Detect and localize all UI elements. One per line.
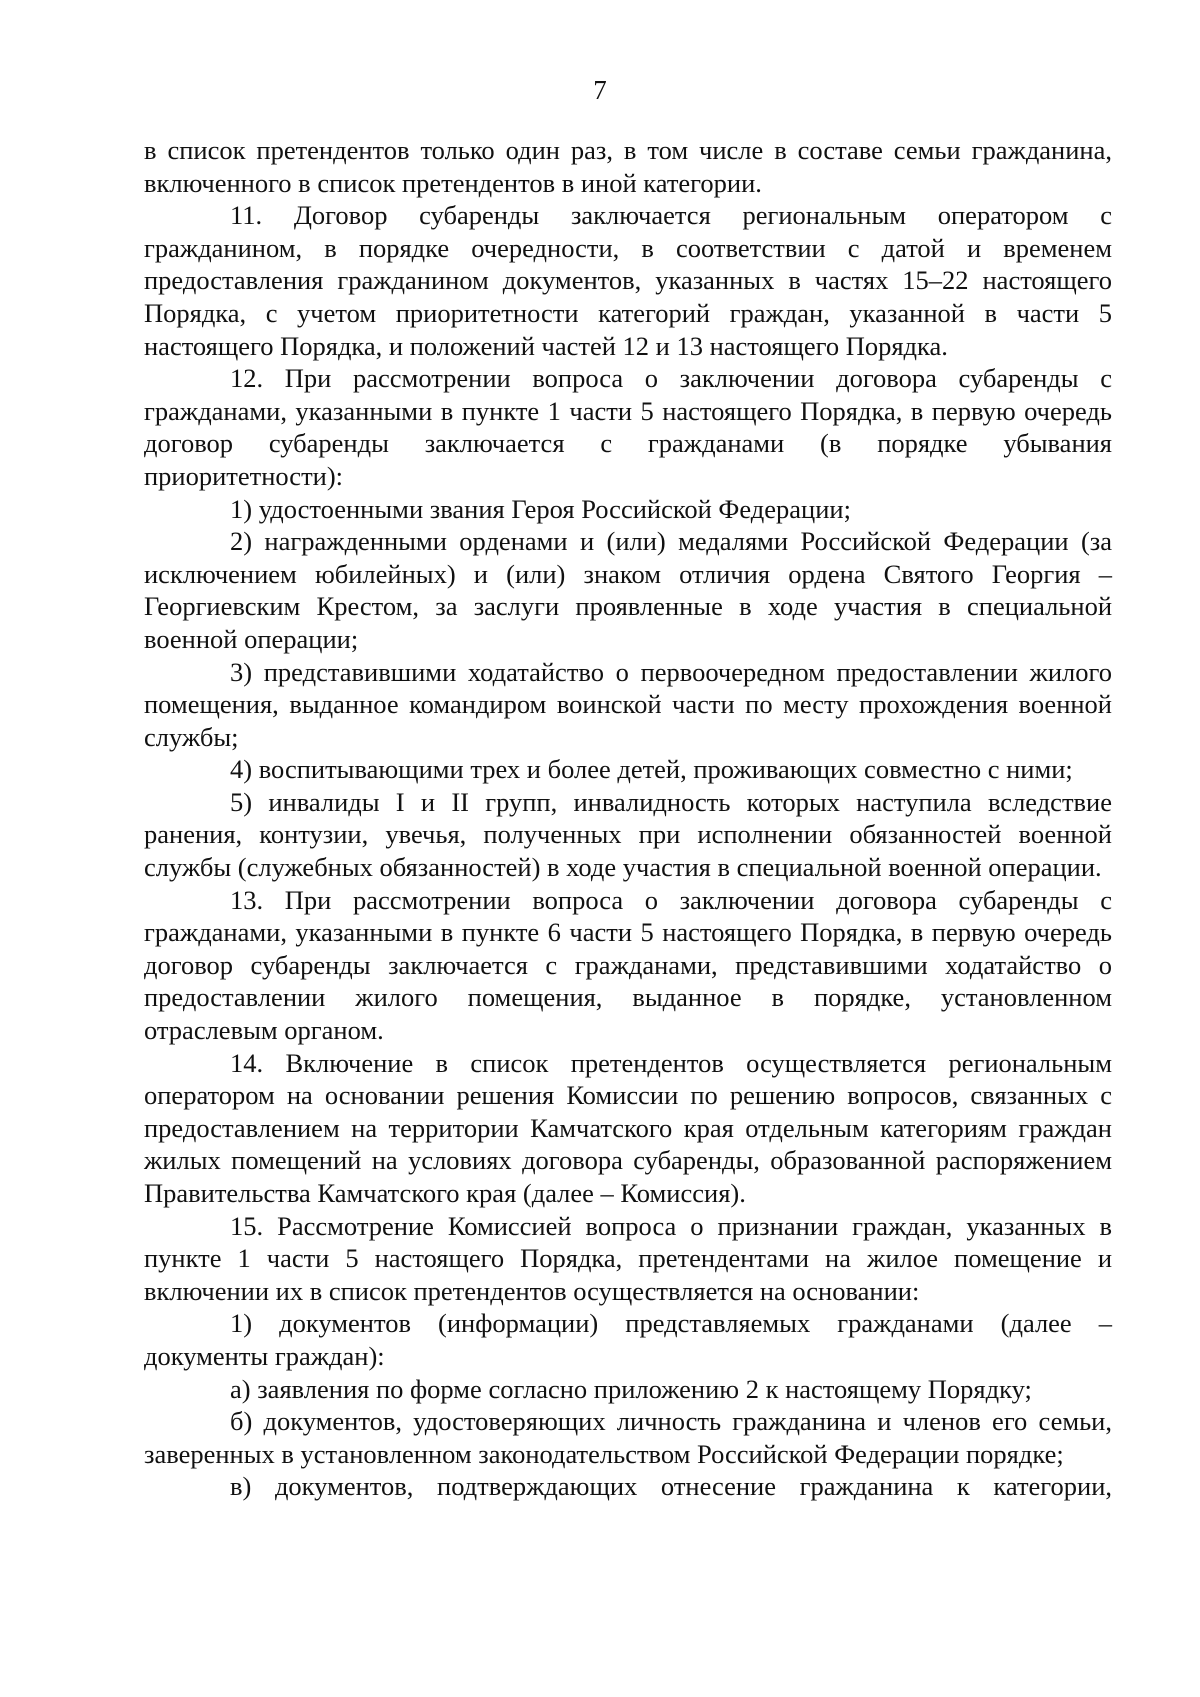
paragraph-item-12: 12. При рассмотрении вопроса о заключении договора субаренды с гражданами, указанными в пункте 1 части 5 настоящего Порядка, в первую очередь договор субаренды заключается с гражданами (в порядке убывания приоритетности): — [144, 363, 1112, 491]
paragraph-item-11: 11. Договор субаренды заключается региональным оператором с гражданином, в порядке очередности, в соответствии с датой и временем предоставления гражданином документов, указанных в частях 15–22 настоящего Порядка, с учетом приоритетности категорий граждан, указанной в части 5 настоящего Порядка, и положений частей 12 и 13 настоящего Порядка. — [144, 200, 1112, 361]
list-item: б) документов, удостоверяющих личность гражданина и членов его семьи, заверенных в установленном законодательством Российской Федерации порядке; — [144, 1406, 1112, 1469]
list-item: а) заявления по форме согласно приложению 2 к настоящему Порядку; — [230, 1373, 1032, 1404]
list-item: 2) награжденными орденами и (или) медалями Российской Федерации (за исключением юбилейных) и (или) знаком отличия ордена Святого Георгия – Георгиевским Крестом, за заслуги проявленные в ходе участия в специальной военной операции; — [144, 526, 1112, 654]
paragraph-item-14: 14. Включение в список претендентов осуществляется региональным оператором на основании решения Комиссии по решению вопросов, связанных с предоставлением на территории Камчатского края отдельным категориям граждан жилых помещений на условиях договора субаренды, образованной распоряжением Правительства Камчатского края (далее – Комиссия). — [144, 1047, 1112, 1208]
list-item: 1) удостоенными звания Героя Российской Федерации; — [230, 493, 851, 524]
list-item: в) документов, подтверждающих отнесение гражданина к категории, — [230, 1471, 1112, 1502]
list-item: 4) воспитывающими трех и более детей, проживающих совместно с ними; — [230, 754, 1073, 785]
paragraph: в список претендентов только один раз, в том числе в составе семьи гражданина, включенного в список претендентов в иной категории. — [144, 135, 1112, 198]
document-body — [144, 134, 1112, 1503]
page-number: 7 — [593, 75, 607, 105]
list-item: 5) инвалиды I и II групп, инвалидность которых наступила вследствие ранения, контузии, увечья, полученных при исполнении обязанностей военной службы (служебных обязанностей) в ходе участия в специальной военной операции. — [144, 786, 1112, 883]
list-item: 3) представившими ходатайство о первоочередном предоставлении жилого помещения, выданное командиром воинской части по месту прохождения военной службы; — [144, 656, 1112, 752]
paragraph-item-15: 15. Рассмотрение Комиссией вопроса о признании граждан, указанных в пункте 1 части 5 настоящего Порядка, претендентами на жилое помещение и включении их в список претендентов осуществляется на основании: — [144, 1210, 1112, 1306]
list-item: 1) документов (информации) представляемых гражданами (далее – документы граждан): — [144, 1308, 1112, 1371]
paragraph-item-13: 13. При рассмотрении вопроса о заключении договора субаренды с гражданами, указанными в пункте 6 части 5 настоящего Порядка, в первую очередь договор субаренды заключается с гражданами, представившими ходатайство о предоставлении жилого помещения, выданное в порядке, установленном отраслевым органом. — [144, 884, 1112, 1046]
